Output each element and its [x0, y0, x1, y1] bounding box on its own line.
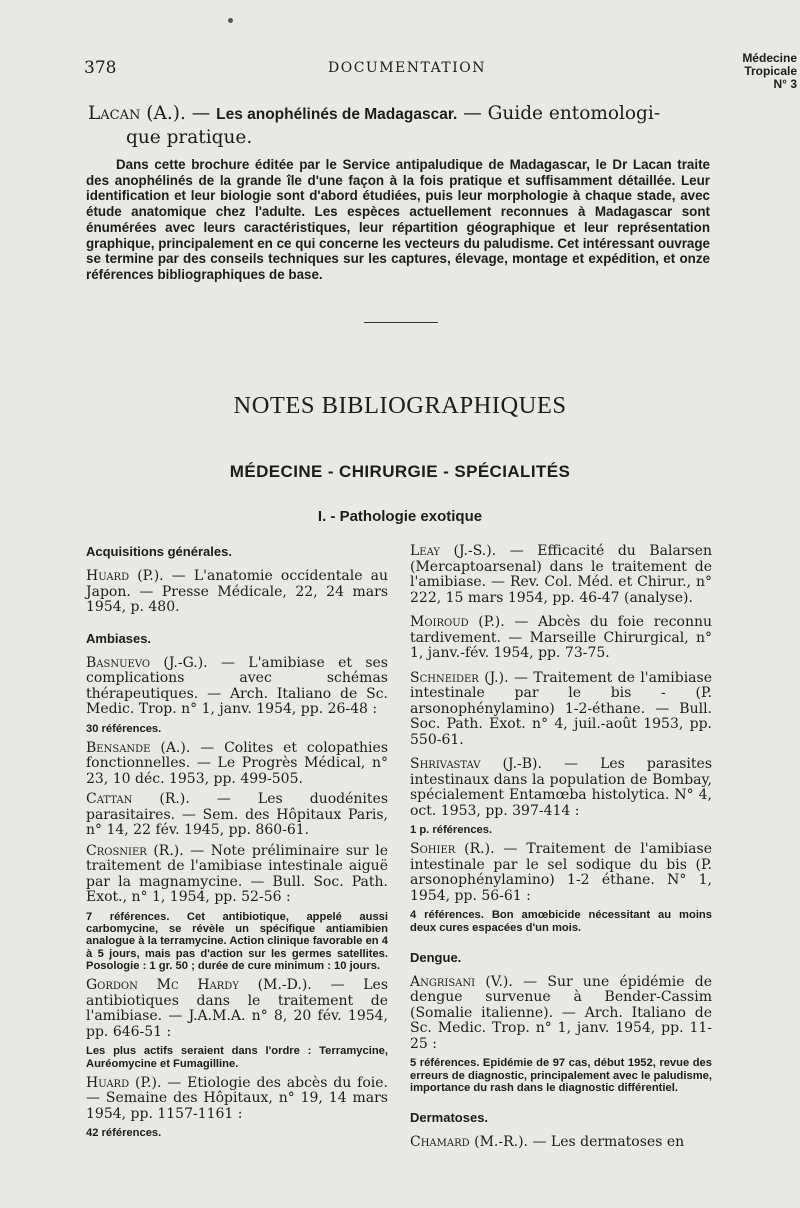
entry-author: Leay (J.-S.). — [410, 543, 497, 559]
bib-entry — [410, 842, 712, 904]
bib-entry — [86, 978, 388, 1040]
right-column — [410, 544, 712, 1156]
entry-author: Cattan (R.). — [86, 791, 190, 808]
entry-note: 42 références. — [86, 1127, 162, 1140]
review-subtitle: Guide entomologi- — [487, 103, 661, 124]
journal-line: N° 3 — [773, 77, 797, 91]
bib-entry — [410, 671, 712, 749]
journal-label — [742, 52, 797, 91]
page-number: 378 — [84, 58, 117, 78]
entry-note: 5 références. Epidémie de 97 cas, début 1952, revue des erreurs de diagnostic, principalement avec le paludisme, importance du rash dans le diagnostic différentiel. — [410, 1057, 712, 1094]
bib-entry — [86, 844, 388, 906]
entry-text: — Les dermatoses en — [532, 1134, 685, 1151]
entry-text: — Note préliminaire sur le traitement de l'amibiase intestinale aiguë par la magnamycine. — Bull. Soc. Path. Exot., n° 1, 1954, pp. 52-56 : — [86, 842, 388, 906]
entry-author: Chamard (M.-R.). — [410, 1134, 528, 1151]
review-body — [86, 157, 710, 283]
journal-line: Tropicale — [744, 64, 797, 78]
entry-author: Sohier (R.). — [410, 841, 495, 858]
left-column — [86, 544, 388, 1146]
main-title: NOTES BIBLIOGRAPHIQUES — [233, 392, 567, 419]
journal-line: Médecine — [742, 51, 797, 65]
entry-text: — Les duodénites parasitaires. — Sem. des Hôpitaux Paris, n° 14, 22 fév. 1945, pp. 860-61. — [86, 791, 389, 839]
entry-note: 4 références. Bon amœbicide nécessitant au moins deux cures espacées d'un mois. — [410, 909, 712, 934]
print-speck — [228, 18, 233, 23]
entry-author: Huard (P.). — [86, 1074, 162, 1091]
bib-entry — [86, 1076, 388, 1123]
subsection-title: I. - Pathologie exotique — [317, 508, 483, 525]
entry-note: 1 p. références. — [410, 824, 493, 836]
bib-entry — [86, 792, 388, 839]
review-heading — [88, 102, 708, 149]
entry-note: 7 références. Cet antibiotique, appelé aussi carbomycine, se révèle un spécifique antiamibien analogue à la terramycine. Action clinique favorable en 4 à 5 jours, mais pas d'action sur les germes satellites. Posologie : 1 gr. 50 ; durée de cure minimum : 10 jours. — [86, 910, 388, 972]
bib-entry — [86, 741, 388, 788]
bib-entry — [410, 615, 712, 662]
entry-text: — Etiologie des abcès du foie. — Semaine des Hôpitaux, n° 19, 14 mars 1954, pp. 1157-1161 : — [86, 1074, 388, 1122]
entry-text: — L'anatomie occidentale au Japon. — Presse Médicale, 22, 24 mars 1954, p. 480. — [86, 568, 388, 615]
review-paragraph: Dans cette brochure éditée par le Service antipaludique de Madagascar, le Dr Lacan traite des anophélinés de la grande île d'une façon à la fois pratique et suffisamment détaillée. Leur identification et leur biologie sont d'abord étudiées, puis leur morphologie à chaque stade, avec étude anatomique chez l'adulte. Les espèces actuellement reconnues à Madagascar sont énumérées avec leurs caractéristiques, leur répartition géographique et leur représentation graphique, principalement en ce qui concerne les vecteurs du paludisme. Cet intéressant ouvrage se termine par des conseils techniques sur les captures, élevage, montage et expédition, et onze références bibliographiques de base. — [86, 157, 710, 282]
entry-text: — Efficacité du Balarsen (Mercaptoarsenal) dans le traitement de l'amibiase. — Rev. Col. Méd. et Chirur., n° 222, 15 mars 1954, pp. 46-47 (analyse). — [410, 543, 712, 606]
entry-author: Bensande (A.). — [86, 739, 191, 756]
entry-text: — Les antibiotiques dans le traitement de l'amibiase. — J.A.M.A. n° 8, 20 fév. 1954, pp. 646-51 : — [86, 977, 389, 1040]
running-header: DOCUMENTATION — [328, 60, 487, 76]
entry-author: Shrivastav (J.-B). — [410, 756, 542, 772]
category-heading: Ambiases. — [86, 630, 152, 646]
bib-entry — [410, 975, 712, 1053]
dash: — — [191, 103, 211, 124]
entry-author: Moiroud (P.). — [410, 614, 505, 630]
review-title: Les anophélinés de Madagascar. — [216, 106, 458, 123]
entry-author: Angrisani (V.). — [410, 973, 513, 990]
entry-text: — L'amibiase et ses complications avec schémas thérapeutiques. — Arch. Italiano de Sc. Medic. Trop. n° 1, janv. 1954, pp. 26-48 : — [86, 654, 388, 717]
dash: — — [463, 103, 482, 124]
bib-entry — [410, 757, 712, 819]
section-title: MÉDECINE - CHIRURGIE - SPÉCIALITÉS — [229, 462, 571, 481]
entry-text: — Traitement de l'amibiase intestinale par le sel sodique du bis (P. arsonophénylamino) 1-2 éthane. N° 1, 1954, pp. 56-61 : — [410, 841, 712, 904]
bib-entry — [86, 656, 388, 718]
entry-author: Crosnier (R.). — [86, 842, 184, 859]
entry-text: — Les parasites intestinaux dans la population de Bombay, spécialement Entamœba histolytica. N° 4, oct. 1953, pp. 397-414 : — [410, 756, 713, 819]
bib-entry — [410, 544, 712, 606]
entry-text: — Abcès du foie reconnu tardivement. — Marseille Chirurgical, n° 1, janv.-fév. 1954, pp. 73-75. — [410, 614, 712, 661]
separator-rule — [364, 322, 438, 323]
entry-author: Basnuevo (J.-G.). — [86, 654, 208, 671]
entry-text: — Traitement de l'amibiase intestinale par le bis - (P. arsonophénylamino) 1-2-éthane. — Bull. Soc. Path. Exot. n° 4, juil.-août 1953, pp. 550-61. — [410, 669, 712, 748]
bib-entry — [410, 1135, 712, 1151]
entry-author: Gordon Mc Hardy (M.-D.). — [86, 977, 312, 994]
entry-author: Schneider (J.). — [410, 669, 509, 686]
entry-text: — Colites et colopathies fonctionnelles. — Le Progrès Médical, n° 23, 10 déc. 1953, pp. 499-505. — [86, 739, 388, 787]
category-heading: Dermatoses. — [410, 1110, 489, 1126]
category-heading: Dengue. — [410, 949, 462, 965]
entry-text: — Sur une épidémie de dengue survenue à Bender-Cassim (Somalie italienne). — Arch. Italiano de Sc. Medic. Trop. n° 1, janv. 1954, pp. 11-25 : — [410, 973, 712, 1052]
entry-note: Les plus actifs seraient dans l'ordre : Terramycine, Auréomycine et Fumagilline. — [86, 1045, 388, 1070]
category-heading: Acquisitions générales. — [86, 544, 232, 559]
review-subtitle-cont: que pratique. — [126, 127, 253, 148]
bib-entry — [86, 569, 388, 616]
review-author: Lacan (A.). — [88, 103, 186, 124]
entry-note: 30 références. — [86, 722, 162, 735]
entry-author: Huard (P.). — [86, 568, 164, 584]
